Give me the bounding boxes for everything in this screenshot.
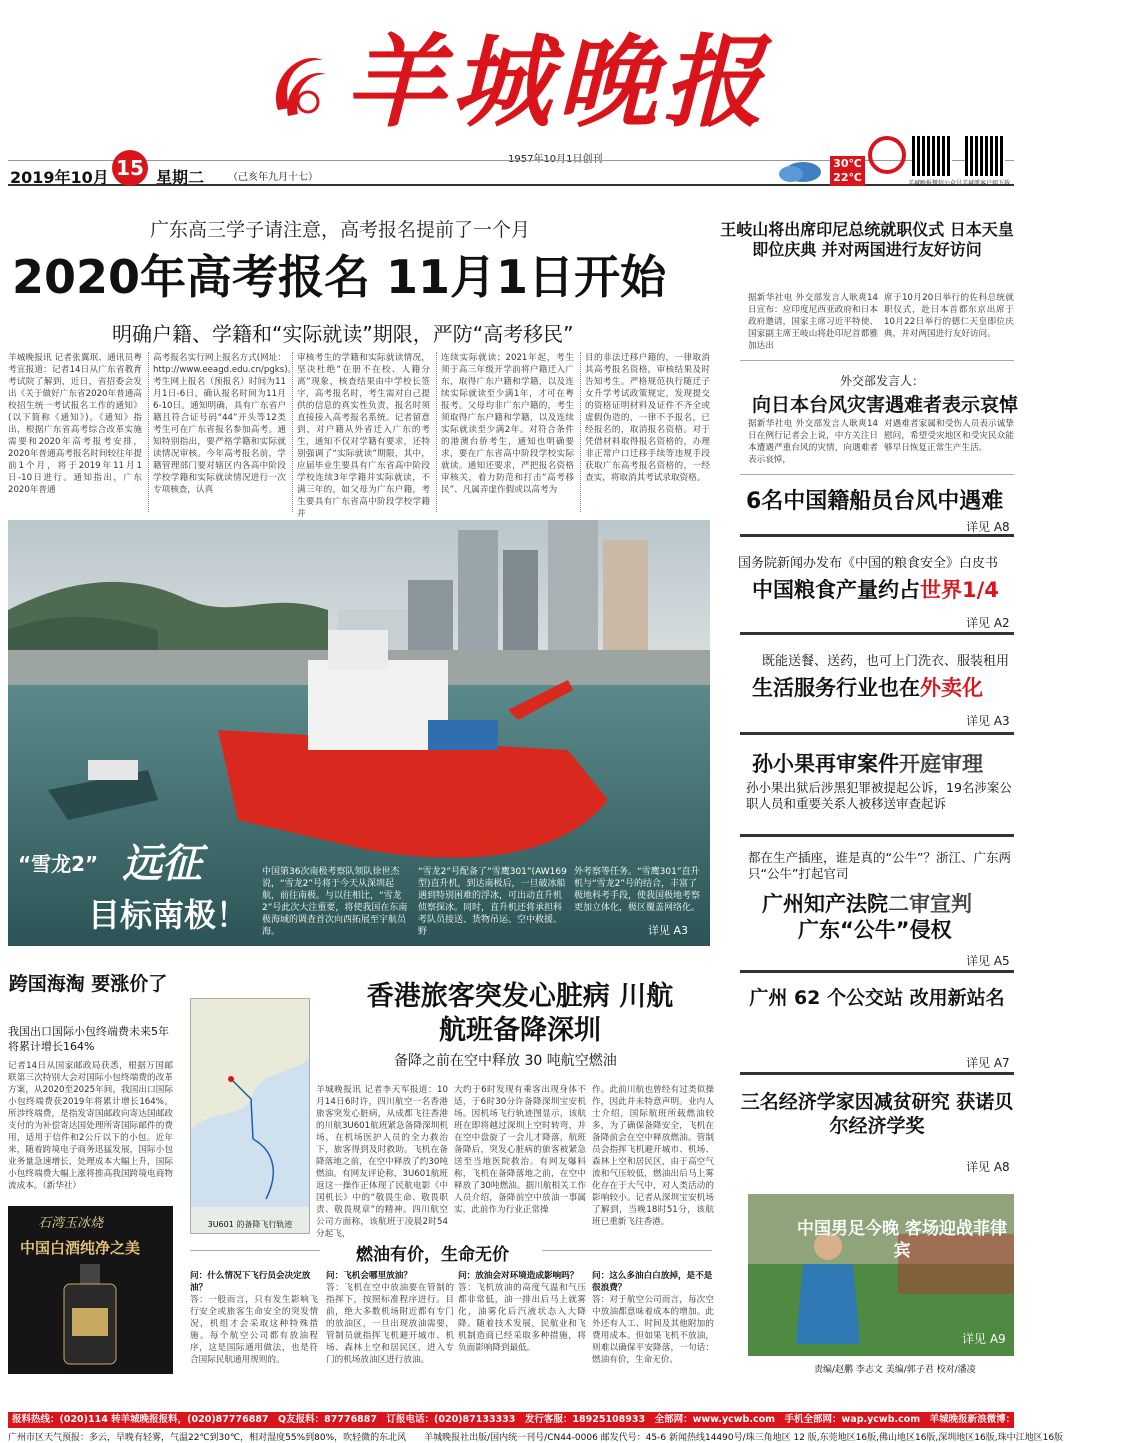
- footer-hotline-bar: 报料热线：(020)114 转羊城晚报报料，(020)87776887 Q友报料：87776887 订报电话：(020)87133333 发行客服：18925108933 全部网：www.ycwb.com 手机全部网：wap.ycwb.com 羊城晚报新浪微博：weibo.com/ycwb2010: [8, 1412, 1014, 1428]
- page-credits: 责编/赵鹏 李志文 美编/郭子君 校对/潘凌: [814, 1365, 976, 1375]
- photo-kicker: “雪龙2”: [18, 852, 99, 876]
- sidebar-divider: [740, 534, 1014, 537]
- qa-block-2: [326, 1270, 454, 1380]
- sidebar-rule: [740, 474, 1014, 475]
- qa-block-1: [190, 1270, 318, 1380]
- lead-subhead: 明确户籍、学籍和“实际就读”期限，严防“高考移民”: [112, 322, 574, 346]
- hk-story-subhead: 备降之前在空中释放 30 吨航空燃油: [394, 1053, 617, 1069]
- sidebar-item9-headline[interactable]: 三名经济学家因减贫研究 获诺贝尔经济学奖: [740, 1091, 1014, 1137]
- issue-weekday: 星期二: [156, 168, 205, 187]
- temp-high: 30℃: [833, 157, 862, 170]
- fuel-rule-left: [190, 1250, 320, 1251]
- sidebar-divider: [740, 632, 1014, 635]
- qa-question: 问：这么多油白白放掉，是不是很浪费？: [592, 1271, 713, 1293]
- sidebar-item6-body: 孙小果出狱后涉黑犯罪被提起公诉，19名涉案公职人员和重要关系人被移送审查起诉: [746, 780, 1012, 811]
- left-column-subhead: 我国出口国际小包终端费未来5年将累计增长164%: [8, 1025, 169, 1053]
- footer-info-line: 广州市区天气预报：多云，早晚有轻雾，气温22℃到30℃，相对湿度55%到80%，吹轻微的东北风 羊城晚报社出版/国内统一刊号/CN44-0006 邮发代号：45-6 新闻热线14490号/珠三角地区 12 版,东莞地区16版,佛山地区16版,深圳地区16版,珠中江地区16版: [8, 1433, 1064, 1443]
- sidebar-item7-headline-b[interactable]: 广东“公牛”侵权: [798, 918, 952, 942]
- anniversary-emblem-icon: [868, 136, 906, 174]
- hk-story-headline: 香港旅客突发心脏病 川航航班备降深圳: [366, 981, 674, 1046]
- qa-question: 问：飞机会哪里放油？: [326, 1271, 412, 1281]
- sidebar-item8-headline[interactable]: 广州 62 个公交站 改用新站名: [749, 987, 1005, 1009]
- lead-column-3: 审核考生的学籍和实际就读情况，坚决杜绝“在册不在校、人籍分离”现象，核查结果由中学校长签字，高考报名时，考生需对自己提供的信息的真实性负责，报名时须直接接入高考报名系统。记者留意到，对户籍从外省迁入广东的考生，通知不仅对学籍有要求，还特别强调了“实际就读”期限，其中，应届毕业生要具有广东省高中阶段学校连续3年学籍并实际就读，不满三年的，如父母为广东户籍，考生要具有广东省高中阶段学校学籍并: [292, 352, 430, 512]
- sidebar-item3-headline[interactable]: 6名中国籍船员台风中遇难: [746, 489, 1004, 514]
- sidebar-item8-see[interactable]: 详见 A7: [966, 1056, 1010, 1070]
- ad-brand: 石湾玉冰烧: [38, 1216, 104, 1231]
- qa-answer: 答：一般而言，只有发生影响飞行安全或旅客生命安全的突发情况，机组才会采取这种特殊措施。每个航空公司都有放油程序，这是国际通用做法，也是符合国际民航通用规则的。: [190, 1295, 318, 1365]
- photo-caption-3: 外考察等任务。“雪鹰301”直升机与“雪龙2”号的结合，丰富了极地科考手段，使我国极地考察更加立体化，极区覆盖网络化。: [574, 867, 701, 913]
- sidebar-item5-see[interactable]: 详见 A3: [966, 714, 1010, 728]
- sidebar-divider: [740, 834, 1014, 837]
- photo-caption-1: 中国第36次南极考察队领队徐世杰说，“雪龙2”号将于今天从深圳起航，前往南极。与以往相比，“雪龙2”号此次大注重要，将使我国在东南极海域的调查首次向西拓展至宇航员海。: [262, 867, 408, 937]
- map-caption: 3U601 的备降飞行轨迹: [207, 1220, 293, 1229]
- sidebar-item1-headline: 王岐山将出席印尼总统就职仪式 日本天皇即位庆典 并对两国进行友好访问: [720, 220, 1014, 259]
- issue-date: 2019年10月: [10, 168, 109, 187]
- sidebar-item2-kicker: 外交部发言人：: [840, 374, 925, 388]
- left-column-headline: 跨国海淘 要涨价了: [8, 973, 168, 995]
- sidebar-item3-see[interactable]: 详见 A8: [966, 520, 1010, 534]
- hk-story-column-3: 作。此前川航也曾经有过类似操作，因此并未特意声明。业内人士介绍，国际航班所载燃油较多，为了确保备降安全，飞机在备降前会在空中释放燃油。管制员会指挥飞机避开城市、机场、森林上空和居民区，由于高空气流和气压较低，燃油出后马上雾化存在于大气中，对人类活动的影响较小。记者从深圳宝安机场了解到，当晚18时51分，该航班已重新飞往香港。: [592, 1085, 714, 1227]
- sidebar-item5-kicker: 既能送餐、送药，也可上门洗衣、服装租用: [762, 654, 1010, 669]
- sidebar-item6-headline[interactable]: 孙小果再审案件开庭审理: [752, 752, 983, 776]
- sidebar-divider: [740, 732, 1014, 735]
- qa-answer: 答：飞机放油的高度气温和气压都非常低，油一排出后马上就雾化，油雾化后汽液状态入大降降。随着技术发展，民航业和飞机制造商已经采取多种措施，将负面影响降到最低。: [458, 1283, 586, 1353]
- left-column-body: 记者14日从国家邮政局获悉，根据万国邮联第三次特别大会对国际小包终端费的改革方案，从2020至2025年间，我国出口国际小包终端费获2019年将累计增长164%。所涉终端费，是指发寄国邮政向寄达国邮政支付的为补偿寄达国处理所寄国际邮件的费用，适用于信件和2公斤以下的小包。近年来，随着跨境电子商务迅猛发展，国际小包业务量急速增长，处理成本大幅上升，国际小包终端费大幅上涨将推高我国跨境电商物流成本。（新华社）: [8, 1061, 173, 1191]
- issue-day-badge: 15: [112, 150, 148, 186]
- cloudy-weather-icon: [775, 156, 825, 184]
- ad-slogan: 中国白酒纯净之美: [20, 1239, 141, 1257]
- qa-question: 问：什么情况下飞行员会决定放油？: [190, 1271, 311, 1293]
- sidebar-item9-see[interactable]: 详见 A8: [966, 1160, 1010, 1174]
- photo-see-ref: 详见 A3: [648, 924, 689, 937]
- qr1-caption: 羊城晚报微信公众号: [908, 180, 963, 187]
- wechat-qr-code-icon[interactable]: [912, 136, 952, 176]
- hk-story-column-1: 羊城晚报讯 记者李天军报道：10月14日6时许，四川航空一名香港旅客突发心脏病，从成都飞往香港的川航3U601航班紧急备降深圳机场，在机场医护人员的全力救治下，旅客得到及时救助。飞机在备降落地之前，在空中释放了约30吨燃油。有网友评论称，3U601航班返这一操作正体现了民航电影《中国机长》中的“敬畏生命、敬畏职责、敬畏规章”的精神。四川航空公司方面称，该航班于凌晨2时54分起飞，: [316, 1085, 448, 1239]
- sidebar-rule: [740, 360, 1014, 361]
- sidebar-item2-body-a: 据新华社电 外交部发言人耿爽14日在例行记者会上说，中方关注日本遭遇严重台风的灾情，向遇难者表示哀悼，: [748, 419, 878, 465]
- qr2-caption: 羊城派客户端下载: [962, 180, 1011, 187]
- app-qr-code-icon[interactable]: [965, 136, 1005, 176]
- sidebar-item4-kicker: 国务院新闻办发布《中国的粮食安全》白皮书: [738, 556, 999, 571]
- qa-question: 问：放油会对环境造成影响吗？: [458, 1271, 579, 1281]
- fuel-rule-right: [542, 1250, 712, 1251]
- lead-kicker: 广东高三学子请注意，高考报名提前了一个月: [150, 219, 531, 241]
- sidebar-item7-headline-a[interactable]: 广州知产法院二审宣判: [762, 892, 972, 916]
- lead-column-2: 高考报名实行网上报名方式(网址：http://www.eeagd.edu.cn/pgks)。考生网上报名（预报名）时间为11月1日-6日，确认报名时间为11月6-10日。通知明确，具有广东省户籍且符合证号码“44”开头等12类考生可在广东省报名参加高考。通知特别指出，要严格学籍和实际就读情况审核。今年高考报名前，学籍管理部门要对辖区内各高中阶段学校学籍和实际就读情况进行一次专项核查，认真: [148, 352, 286, 512]
- qa-block-4: [592, 1270, 714, 1380]
- sidebar-item1-body-b: 席于10月20日举行的佐科总统就职仪式，赴日本首都东京出席于10月22日举行的德仁天皇即位庆典，并对两国进行友好访问。: [884, 293, 1014, 339]
- sidebar-divider: [740, 1072, 1014, 1075]
- liquor-bottle-icon: [50, 1264, 130, 1364]
- sidebar-item2-body-b: 对遇难者家属和受伤人员表示诚挚慰问，希望受灾地区和受灾民众能够早日恢复正常生产生活。: [884, 419, 1014, 453]
- hk-story-column-2: 大约于6时发现有乘客出现身体不适，于6时30分许备降深圳宝安机场。因机场飞行轨迹图显示，该航班在即将越过深圳上空时转弯，并在空中盘旋了一会儿才降落，航班备降后，突发心脏病的旅客被紧急送至当地医院救治。有网友爆料称，飞机在备降落地之前，在空中释放了30吨燃油。据川航相关工作人员介绍，备降前空中放油一事属实，此前作为行业正常操: [454, 1085, 586, 1215]
- sidebar-item4-headline[interactable]: 中国粮食产量约占世界1/4: [752, 578, 999, 602]
- qa-block-3: [458, 1270, 586, 1380]
- masthead-logo-icon: [268, 40, 330, 132]
- temperature-box: [830, 156, 865, 186]
- qa-answer: 答：飞机在空中放油要在管制的指挥下，按照标准程序进行。目前，绝大多数机场附近都有专门的放油区，一旦出现放油需要，管制员就指挥飞机避开城市、机场、森林上空和居民区，进入专门的机场放油区进行放油。: [326, 1283, 454, 1365]
- flight-path-map: [190, 998, 310, 1234]
- flight-path-map-art: [191, 999, 309, 1207]
- fuel-qa-headline: 燃油有价，生命无价: [356, 1245, 509, 1265]
- lead-column-4: 连续实际就读；2021年起，考生须于高三年级开学前将户籍迁入广东，取得广东户籍和学籍，以及连续实际就读至少满1年，才可在粤报考。父母均非广东户籍的，考生须取得广东户籍和学籍，以及连续实际就读至少满2年。对符合条件的港澳台侨考生，通知也明确要求，要在广东省高中阶段学校实际就读。通知还要求，严把报名资格审核关，着力防范和打击“高考移民”、凡属弄虚作假或以高考为: [436, 352, 574, 512]
- sidebar-item4-see[interactable]: 详见 A2: [966, 616, 1010, 630]
- sidebar-item1-body-a: 据新华社电 外交部发言人耿爽14日宣布：应印度尼西亚政府和日本政府邀请，国家主席习近平特使、国家副主席王岐山将赴印尼首都雅加达出: [748, 293, 878, 351]
- lead-column-1: 羊城晚报讯 记者张翼珉、通讯员粤考宣报道：记者14日从广东省教育考试院了解到，近日，省招委会发出《关于做好广东省2020年普通高校招生统一考试报名工作的通知》(以下简称《通知》)。《通知》指出，根据广东省高考综合改革实施需要和2020年高考报考安排，2020年普通高考报名时间较往年提前1个月，将于2019年11月1日-10日进行。通知指出，广东2020年普通: [8, 353, 142, 495]
- lead-headline: 2020年高考报名 11月1日开始: [12, 250, 667, 304]
- photo-caption-2: “雪龙2”号配备了“雪鹰301”(AW169型)直升机，到达南极后，一旦破冰船遇到特别困难的浮冰，可出动直升机侦察探冰。同时，直升机还将承担科考队员接送、货物吊运、空中救援、野: [418, 867, 567, 937]
- sidebar-item2-headline: 向日本台风灾害遇难者表示哀悼: [752, 394, 1019, 416]
- photo-headline-big: 远征: [122, 841, 202, 887]
- lunar-date: （己亥年九月十七）: [228, 172, 318, 183]
- temp-low: 22℃: [833, 171, 862, 184]
- sidebar-item7-kicker: 都在生产插座，谁是真的“公牛”？浙江、广东两只“公牛”打起官司: [748, 850, 1011, 881]
- sidebar-item10-headline[interactable]: 中国男足今晚 客场迎战菲律宾: [797, 1219, 1007, 1261]
- photo-headline-line2: 目标南极！: [88, 896, 249, 934]
- sidebar-item10-see[interactable]: 详见 A9: [962, 1332, 1006, 1346]
- founded-note: 1957年10月1日创刊: [508, 154, 603, 165]
- qa-answer: 答：对于航空公司而言，每次空中放油都意味着成本的增加。此外还有人工、时间及其他附加的费用成本。但如果飞机不放油，则难以确保平安降落，一句话：燃油有价，生命无价。: [592, 1295, 714, 1365]
- sidebar-divider: [740, 970, 1014, 973]
- masthead-title: 羊城晚报: [345, 23, 769, 141]
- lead-column-5: 目的非法迁移户籍的，一律取消其高考报名资格，审核结果及时告知考生。严格规范执行随迁子女升学考试政策规定，发现提交的资格证明材料及证件不齐全或虚假伪造的，一律不予报名，已经报名的，取消报名资格。对于凭借材料取得报名资格的，办理非正常户口迁移手续等违规手段获取广东高考报名资格的，一经查实，将取消其考试录取资格。: [580, 352, 710, 512]
- sidebar-item7-see[interactable]: 详见 A5: [966, 954, 1010, 968]
- sidebar-item5-headline[interactable]: 生活服务行业也在外卖化: [752, 676, 983, 700]
- liquor-ad[interactable]: [8, 1206, 173, 1374]
